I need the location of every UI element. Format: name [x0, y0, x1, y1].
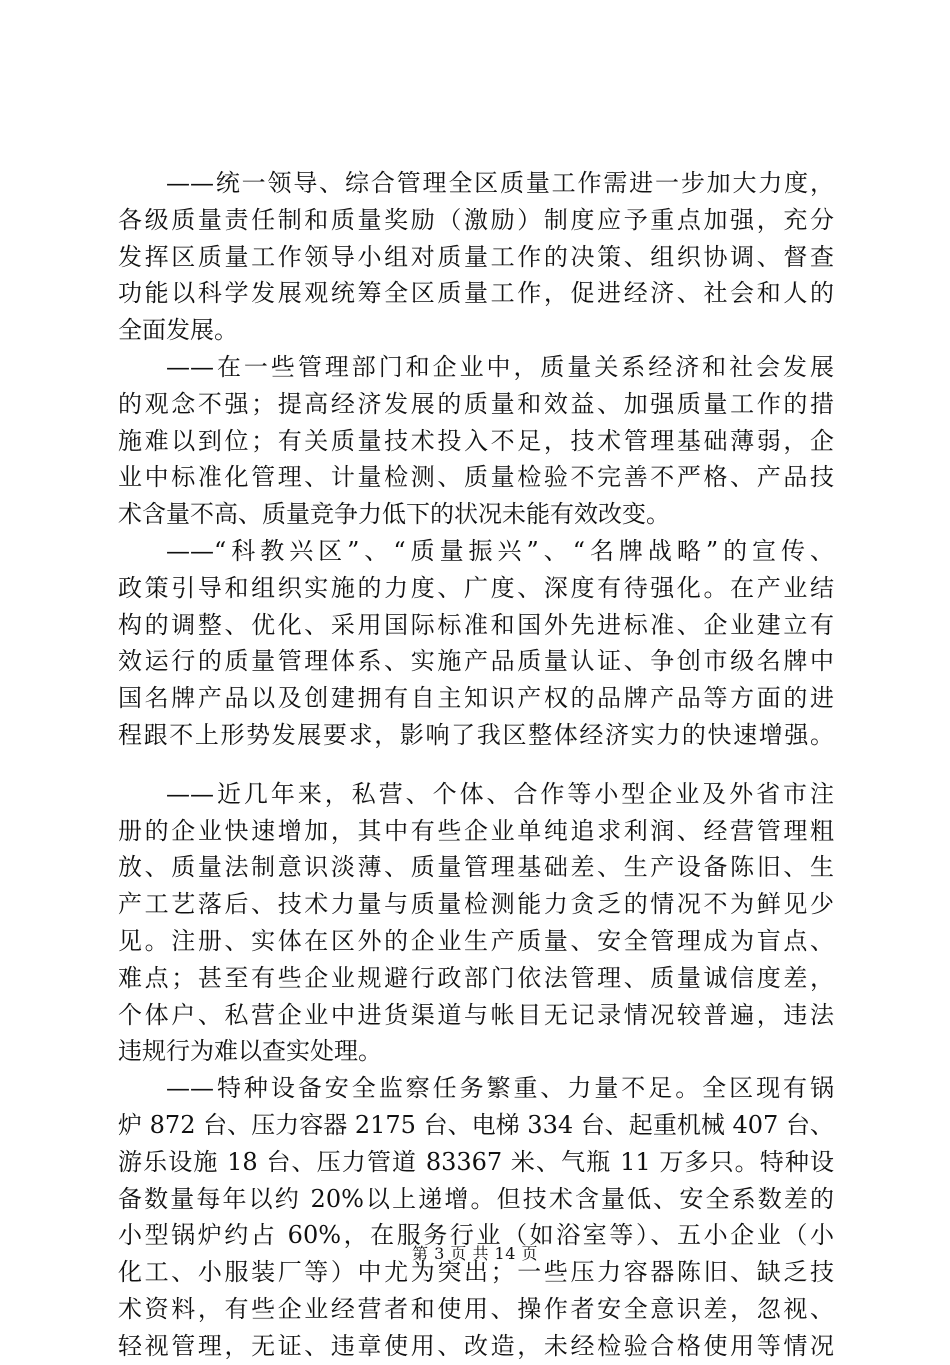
text-line: 放、质量法制意识淡薄、质量管理基础差、生产设备陈旧、生 [118, 853, 834, 882]
paragraph-gap [118, 754, 834, 776]
text-line: 违规行为难以查实处理。 [118, 1037, 382, 1066]
text-line: 术含量不高、质量竞争力低下的状况未能有效改变。 [118, 500, 670, 529]
text-line: 小型锅炉约占 60%，在服务行业（如浴室等）、五小企业（小 [118, 1221, 834, 1250]
text-line: ——在一些管理部门和企业中，质量关系经济和社会发展 [166, 352, 834, 381]
text-line: ——特种设备安全监察任务繁重、力量不足。全区现有锅 [166, 1074, 834, 1103]
text-line: 各级质量责任制和质量奖励（激励）制度应予重点加强，充分 [118, 205, 834, 234]
text-line: 轻视管理，无证、违章使用、改造，未经检验合格使用等情况 [118, 1331, 834, 1360]
page-number-footer: 第 3 页 共 14 页 [412, 1244, 538, 1263]
text-line: 政策引导和组织实施的力度、广度、深度有待强化。在产业结 [118, 573, 834, 602]
text-line: 产工艺落后、技术力量与质量检测能力贪乏的情况不为鲜见少 [118, 890, 834, 919]
document-body [118, 165, 834, 1365]
text-line: 册的企业快速增加，其中有些企业单纯追求利润、经营管理粗 [118, 816, 834, 845]
text-line: 术资料，有些企业经营者和使用、操作者安全意识差，忽视、 [118, 1294, 834, 1323]
text-line: ——“科教兴区”、“质量振兴”、“名牌战略”的宣传、 [166, 536, 834, 565]
text-line: 个体户、私营企业中进货渠道与帐目无记录情况较普遍，违法 [118, 1000, 834, 1029]
text-line: 游乐设施 18 台、压力管道 83367 米、气瓶 11 万多只。特种设 [118, 1147, 834, 1176]
text-line: 备数量每年以约 20%以上递增。但技术含量低、安全系数差的 [118, 1184, 834, 1213]
text-line: 发挥区质量工作领导小组对质量工作的决策、组织协调、督查 [118, 242, 834, 271]
text-line: 功能以科学发展观统筹全区质量工作，促进经济、社会和人的 [118, 279, 834, 308]
text-line: 难点；甚至有些企业规避行政部门依法管理、质量诚信度差， [118, 963, 834, 992]
text-line: 业中标准化管理、计量检测、质量检验不完善不严格、产品技 [118, 463, 834, 492]
text-line: ——近几年来，私营、个体、合作等小型企业及外省市注 [166, 779, 834, 808]
text-line: 化工、小服装厂等）中尤为突出；一些压力容器陈旧、缺乏技 [118, 1258, 834, 1287]
text-line: 效运行的质量管理体系、实施产品质量认证、争创市级名牌中 [118, 647, 834, 676]
text-line: 见。注册、实体在区外的企业生产质量、安全管理成为盲点、 [118, 926, 834, 955]
text-line: 全面发展。 [118, 316, 238, 345]
text-line: 国名牌产品以及创建拥有自主知识产权的品牌产品等方面的进 [118, 684, 834, 713]
text-line: 构的调整、优化、采用国际标准和国外先进标准、企业建立有 [118, 610, 834, 639]
text-line: 施难以到位；有关质量技术投入不足，技术管理基础薄弱，企 [118, 426, 834, 455]
text-line: 程跟不上形势发展要求，影响了我区整体经济实力的快速增强。 [118, 720, 834, 749]
text-line: 的观念不强；提高经济发展的质量和效益、加强质量工作的措 [118, 389, 834, 418]
text-line: ——统一领导、综合管理全区质量工作需进一步加大力度， [166, 169, 834, 197]
text-line: 炉 872 台、压力容器 2175 台、电梯 334 台、起重机械 407 台、 [118, 1110, 834, 1139]
